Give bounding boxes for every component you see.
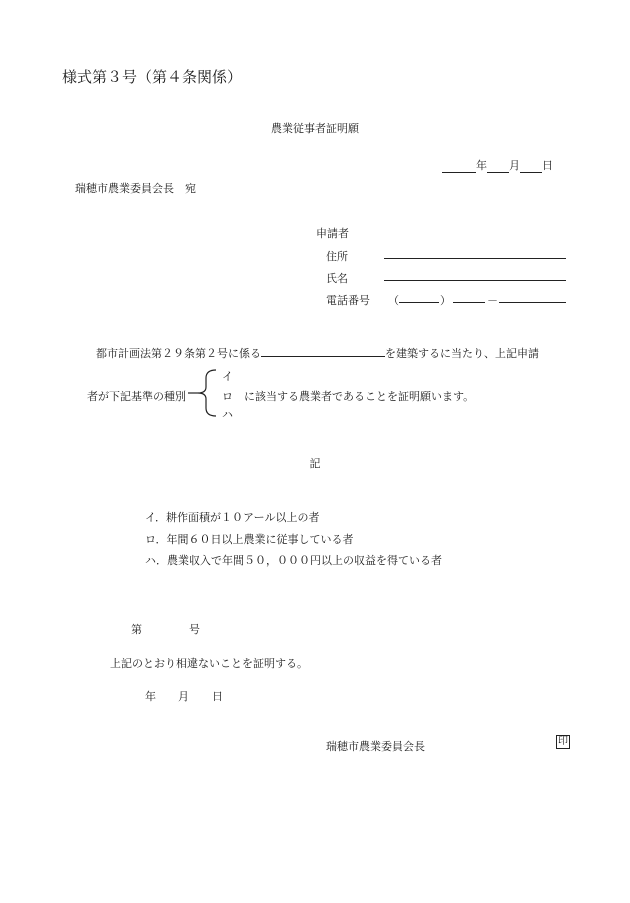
month-label: 月 <box>509 159 520 172</box>
body-line-2-end: に該当する農業者であることを証明願います。 <box>244 390 475 403</box>
certificate-number-suffix: 号 <box>189 623 200 636</box>
criterion-ro: ロ．年間６０日以上農業に従事している者 <box>145 533 354 546</box>
certificate-day-label: 日 <box>212 690 223 703</box>
application-date <box>442 157 553 173</box>
ki-heading: 記 <box>309 457 321 470</box>
phone-exchange-field[interactable] <box>453 302 485 303</box>
criterion-ha: ハ．農業収入で年間５０，０００円以上の収益を得ている者 <box>145 554 442 567</box>
phone-area-code-field[interactable] <box>399 302 439 303</box>
phone-label: 電話番号 <box>326 294 370 307</box>
day-label: 日 <box>542 159 553 172</box>
category-option-i[interactable]: イ <box>222 370 233 383</box>
phone-number-field[interactable] <box>499 302 566 303</box>
criterion-i: イ．耕作面積が１０アール以上の者 <box>145 511 320 524</box>
applicant-heading: 申請者 <box>316 227 349 240</box>
body-line-2-start: 者が下記基準の種別 <box>87 390 186 403</box>
phone-open-paren: （ <box>388 294 399 307</box>
certificate-month-label: 月 <box>178 690 189 703</box>
category-option-ro[interactable]: ロ <box>222 390 233 403</box>
year-blank[interactable] <box>442 162 476 173</box>
building-field[interactable] <box>261 346 385 357</box>
name-label: 氏名 <box>326 272 348 285</box>
address-field[interactable] <box>384 258 566 259</box>
certification-statement: 上記のとおり相違ないことを証明する。 <box>110 657 308 670</box>
certificate-number-prefix: 第 <box>131 623 142 636</box>
body-line1-start: 都市計画法第２９条第２号に係る <box>96 347 261 360</box>
month-blank[interactable] <box>487 162 509 173</box>
category-option-ha[interactable]: ハ <box>222 408 233 421</box>
issuer-name: 瑞穂市農業委員会長 <box>326 740 425 753</box>
document-title: 農業従事者証明願 <box>271 122 359 135</box>
phone-dash: － <box>487 294 498 307</box>
body-line-1 <box>96 345 539 361</box>
body-line1-end: を建築するに当たり、上記申請 <box>385 347 539 360</box>
form-number: 様式第３号（第４条関係） <box>62 68 243 86</box>
seal-mark: 印 <box>558 736 568 747</box>
name-field[interactable] <box>384 280 566 281</box>
day-blank[interactable] <box>520 162 542 173</box>
certificate-year-label: 年 <box>145 690 156 703</box>
address-label: 住所 <box>326 250 348 263</box>
addressee: 瑞穂市農業委員会長 宛 <box>75 182 196 195</box>
year-label: 年 <box>476 159 487 172</box>
phone-close-paren: ） <box>440 294 451 307</box>
category-bracket <box>188 368 222 418</box>
